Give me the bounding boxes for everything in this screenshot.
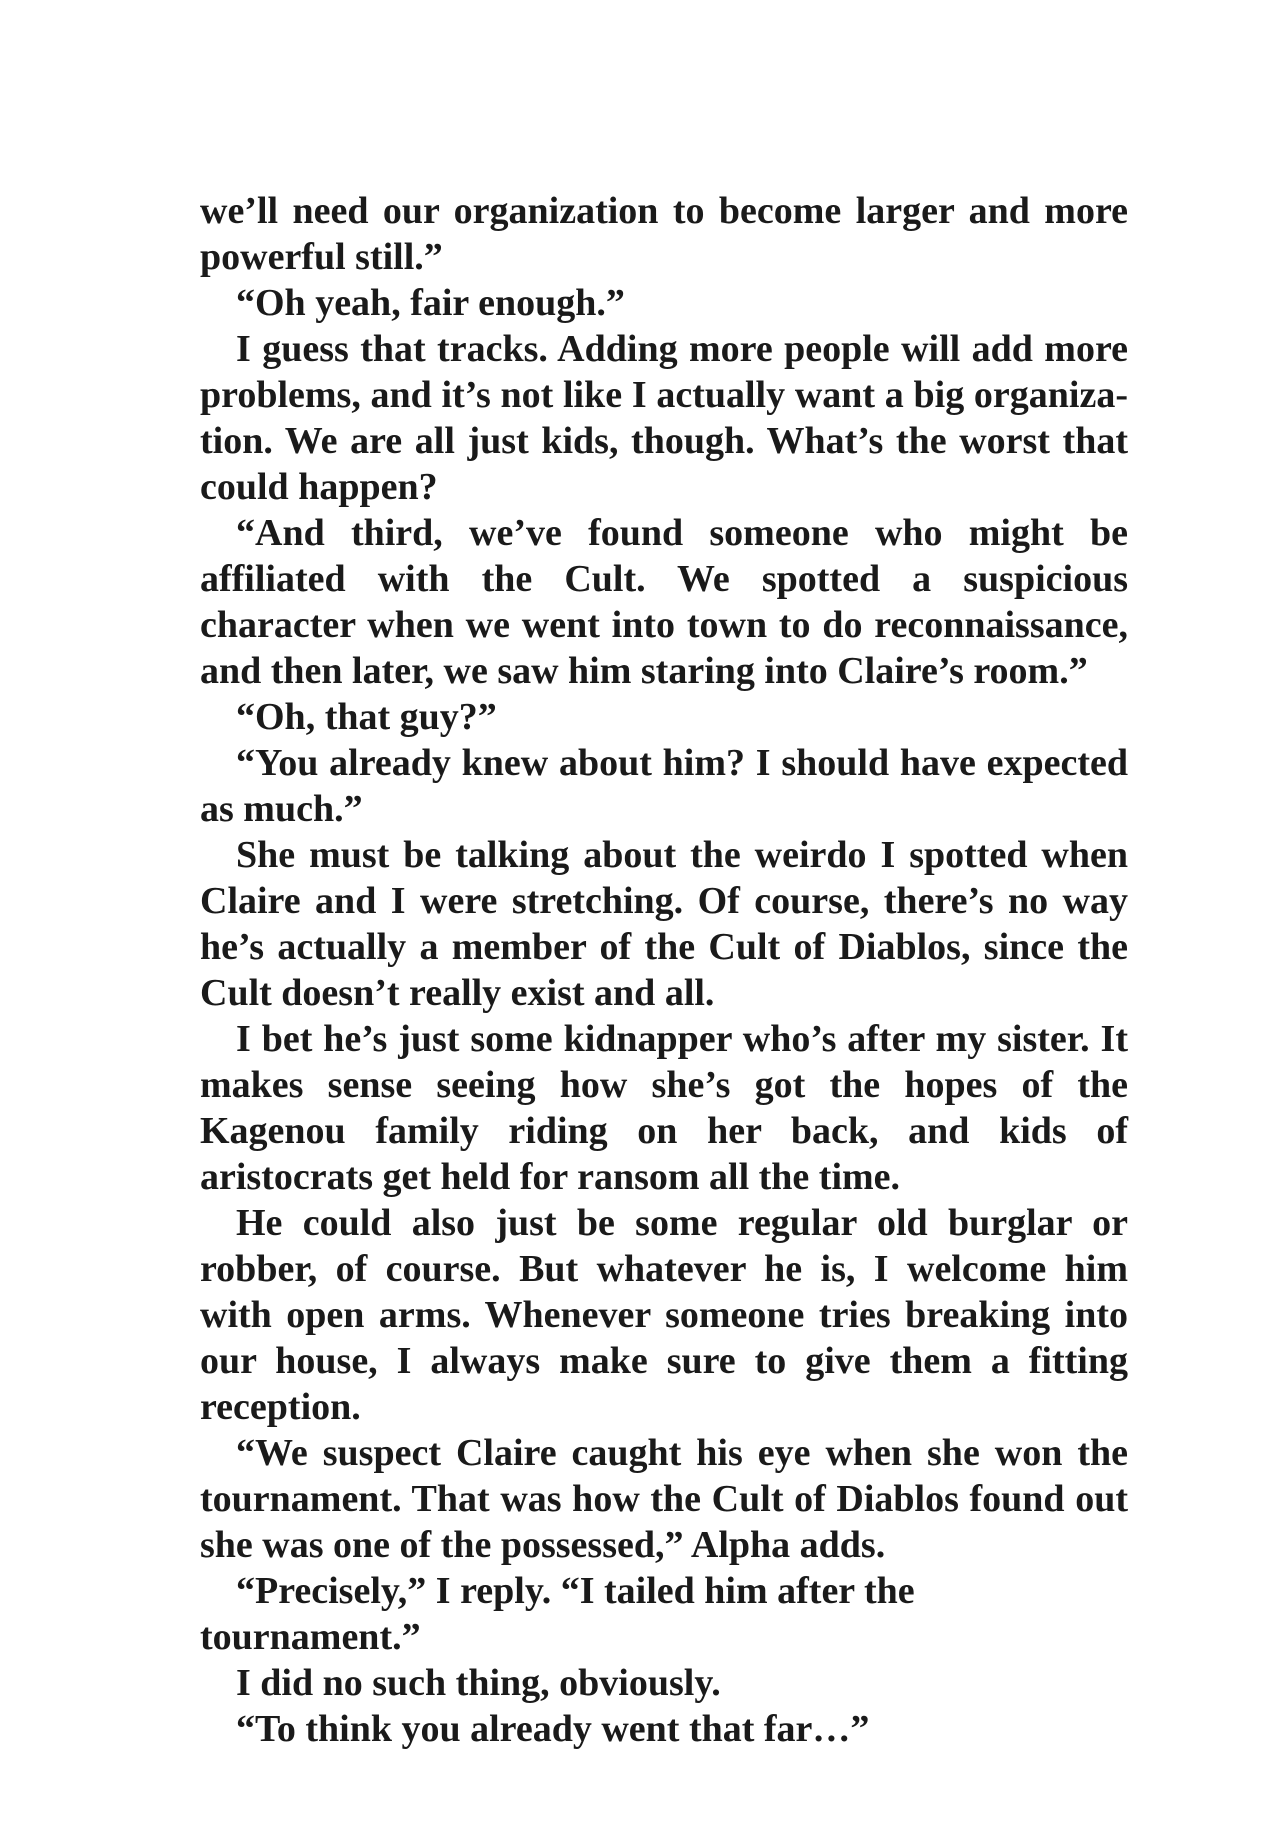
paragraph: “Precisely,” I reply. “I tailed him after the tournament.” (200, 1570, 915, 1658)
paragraph: She must be talking about the weirdo I spotted when Claire and I were stretching. Of course, there’s no way he’s actually a member of the Cult of Diablos, since the Cult doesn’t really exist and all. (200, 834, 1128, 1014)
paragraph: “And third, we’ve found someone who might be affiliated with the Cult. We spotted a suspicious character when we went into town to do reconnaissance, and then later, we saw him staring into Claire’s room.” (200, 512, 1128, 692)
paragraph: “To think you already went that far…” (236, 1708, 870, 1750)
paragraph: “We suspect Claire caught his eye when she won the tournament. That was how the Cult of Diablos found out she was one of the possessed,” Alpha adds. (200, 1432, 1128, 1566)
paragraph: He could also just be some regular old burglar or robber, of course. But whatever he is, I welcome him with open arms. Whenever someone tries breaking into our house, I always make sure to give them a fitting reception. (200, 1202, 1128, 1428)
paragraph: “Oh, that guy?” (236, 696, 497, 738)
paragraph: I did no such thing, obviously. (236, 1662, 721, 1704)
paragraph: I guess that tracks. Adding more people will add more problems, and it’s not like I actually want a big organization. We are all just kids, though. What’s the worst that could happen? (200, 328, 1128, 508)
paragraph: we’ll need our organization to become larger and more powerful still.” (200, 190, 1128, 278)
paragraph: I bet he’s just some kidnapper who’s after my sister. It makes sense seeing how she’s got the hopes of the Kagenou family riding on her back, and kids of aristocrats get held for ransom all the time. (200, 1018, 1128, 1198)
paragraph: “You already knew about him? I should have expected as much.” (200, 742, 1128, 830)
body-text (200, 188, 1128, 1752)
paragraph: “Oh yeah, fair enough.” (236, 282, 625, 324)
